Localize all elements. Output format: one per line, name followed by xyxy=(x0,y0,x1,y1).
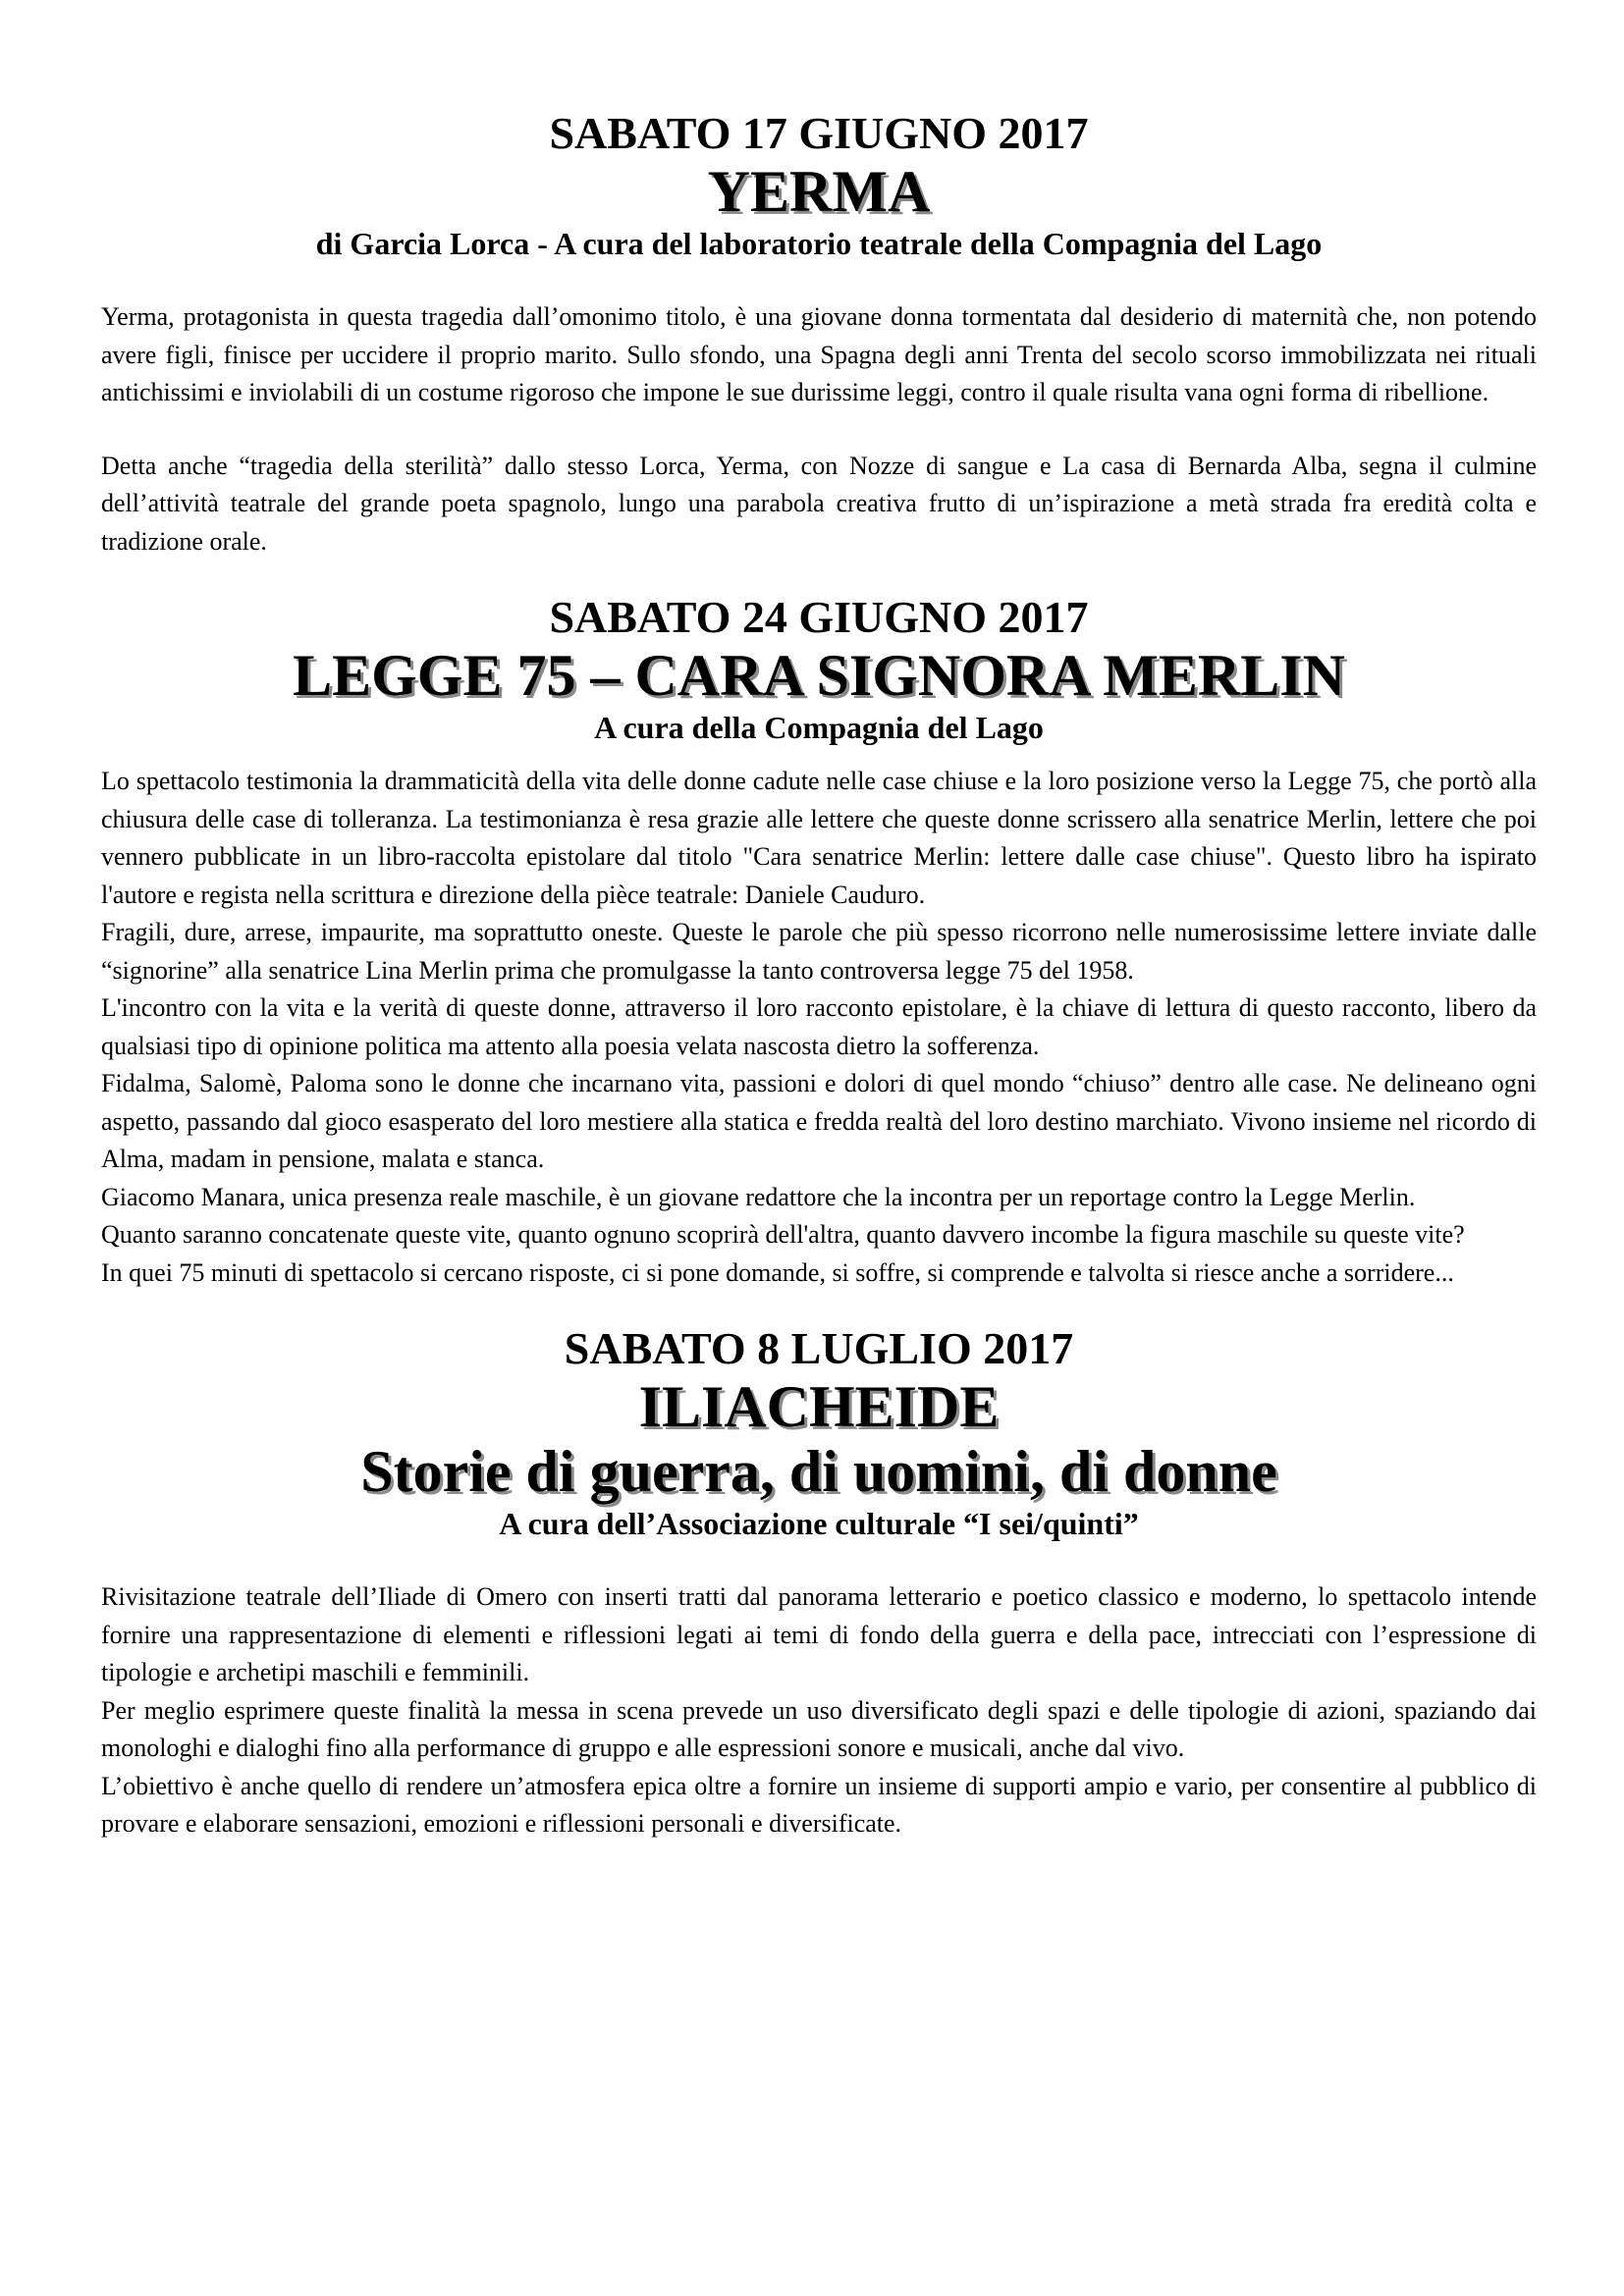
event-yerma xyxy=(101,108,1537,561)
event-paragraph: L'incontro con la vita e la verità di queste donne, attraverso il loro racconto epistolare, è la chiave di lettura di questo racconto, libero da qualsiasi tipo di opinione politica ma attento alla poesia velata nascosta dietro la sofferenza. xyxy=(101,993,1537,1060)
document-page xyxy=(101,108,1537,1843)
event-paragraph: Yerma, protagonista in questa tragedia dall’omonimo titolo, è una giovane donna tormentata dal desiderio di maternità che, non potendo avere figli, finisce per uccidere il proprio marito. Sullo sfondo, una Spagna degli anni Trenta del secolo scorso immobilizzata nei rituali antichissimi e inviolabili di un costume rigoroso che impone le sue durissime leggi, contro il quale risulta vana ogni forma di ribellione. xyxy=(101,302,1537,406)
event-paragraph: Detta anche “tragedia della sterilità” dallo stesso Lorca, Yerma, con Nozze di sangue e La casa di Bernarda Alba, segna il culmine dell’attività teatrale del grande poeta spagnolo, lungo una parabola creativa frutto di un’ispirazione a metà strada fra eredità colta e tradizione orale. xyxy=(101,451,1537,556)
event-iliacheide xyxy=(101,1323,1537,1843)
event-paragraph: Fidalma, Salomè, Paloma sono le donne che incarnano vita, passioni e dolori di quel mondo “chiuso” dentro alle case. Ne delineano ogni aspetto, passando dal gioco esasperato del loro mestiere alla statica e fredda realtà del loro destino marchiato. Vivono insieme nel ricordo di Alma, madam in pensione, malata e stanca. xyxy=(101,1069,1537,1173)
event-paragraph: Rivisitazione teatrale dell’Iliade di Omero con inserti tratti dal panorama letterario e poetico classico e moderno, lo spettacolo intende fornire una rappresentazione di elementi e riflessioni legati ai temi di fondo della guerra e della pace, intrecciati con l’espressione di tipologie e archetipi maschili e femminili. xyxy=(101,1582,1537,1686)
event-legge-75 xyxy=(101,592,1537,1292)
event-paragraph: In quei 75 minuti di spettacolo si cercano risposte, ci si pone domande, si soffre, si comprende e talvolta si riesce anche a sorridere... xyxy=(101,1257,1454,1287)
event-subtitle: A cura della Compagnia del Lago xyxy=(594,710,1044,745)
event-date: SABATO 24 GIUGNO 2017 xyxy=(549,592,1089,642)
event-subtitle: di Garcia Lorca - A cura del laboratorio teatrale della Compagnia del Lago xyxy=(315,226,1323,261)
event-date: SABATO 17 GIUGNO 2017 xyxy=(549,108,1089,158)
event-paragraph: Giacomo Manara, unica presenza reale maschile, è un giovane redattore che la incontra per un reportage contro la Legge Merlin. xyxy=(101,1182,1416,1211)
event-paragraph: Lo spettacolo testimonia la drammaticità della vita delle donne cadute nelle case chiuse e la loro posizione verso la Legge 75, che portò alla chiusura delle case di tolleranza. La testimonianza è resa grazie alle lettere che queste donne scrissero alla senatrice Merlin, lettere che poi vennero pubblicate in un libro-raccolta epistolare dal titolo "Cara senatrice Merlin: lettere dalle case chiuse". Questo libro ha ispirato l'autore e regista nella scrittura e direzione della pièce teatrale: Daniele Cauduro. xyxy=(101,767,1537,909)
event-subtitle: A cura dell’Associazione culturale “I sei/quinti” xyxy=(499,1506,1139,1541)
event-title: LEGGE 75 – CARA SIGNORA MERLIN xyxy=(293,643,1345,708)
event-title: ILIACHEIDE xyxy=(638,1374,1000,1439)
event-title: YERMA xyxy=(707,159,931,224)
event-paragraph: Fragili, dure, arrese, impaurite, ma soprattutto oneste. Queste le parole che più spesso ricorrono nelle numerosissime lettere inviate dalle “signorine” alla senatrice Lina Merlin prima che promulgasse la tanto controversa legge 75 del 1958. xyxy=(101,918,1537,985)
event-date: SABATO 8 LUGLIO 2017 xyxy=(564,1323,1074,1373)
event-paragraph: Quanto saranno concatenate queste vite, quanto ognuno scoprirà dell'altra, quanto davvero incombe la figura maschile su queste vite? xyxy=(101,1220,1465,1249)
event-paragraph: Per meglio esprimere queste finalità la messa in scena prevede un uso diversificato degli spazi e delle tipologie di azioni, spaziando dai monologhi e dialoghi fino alla performance di gruppo e alle espressioni sonore e musicali, anche dal vivo. xyxy=(101,1695,1537,1762)
event-title-secondary: Storie di guerra, di uomini, di donne xyxy=(360,1439,1277,1504)
event-paragraph: L’obiettivo è anche quello di rendere un’atmosfera epica oltre a fornire un insieme di supporti ampio e vario, per consentire al pubblico di provare e elaborare sensazioni, emozioni e riflessioni personali e diversificate. xyxy=(101,1771,1537,1838)
